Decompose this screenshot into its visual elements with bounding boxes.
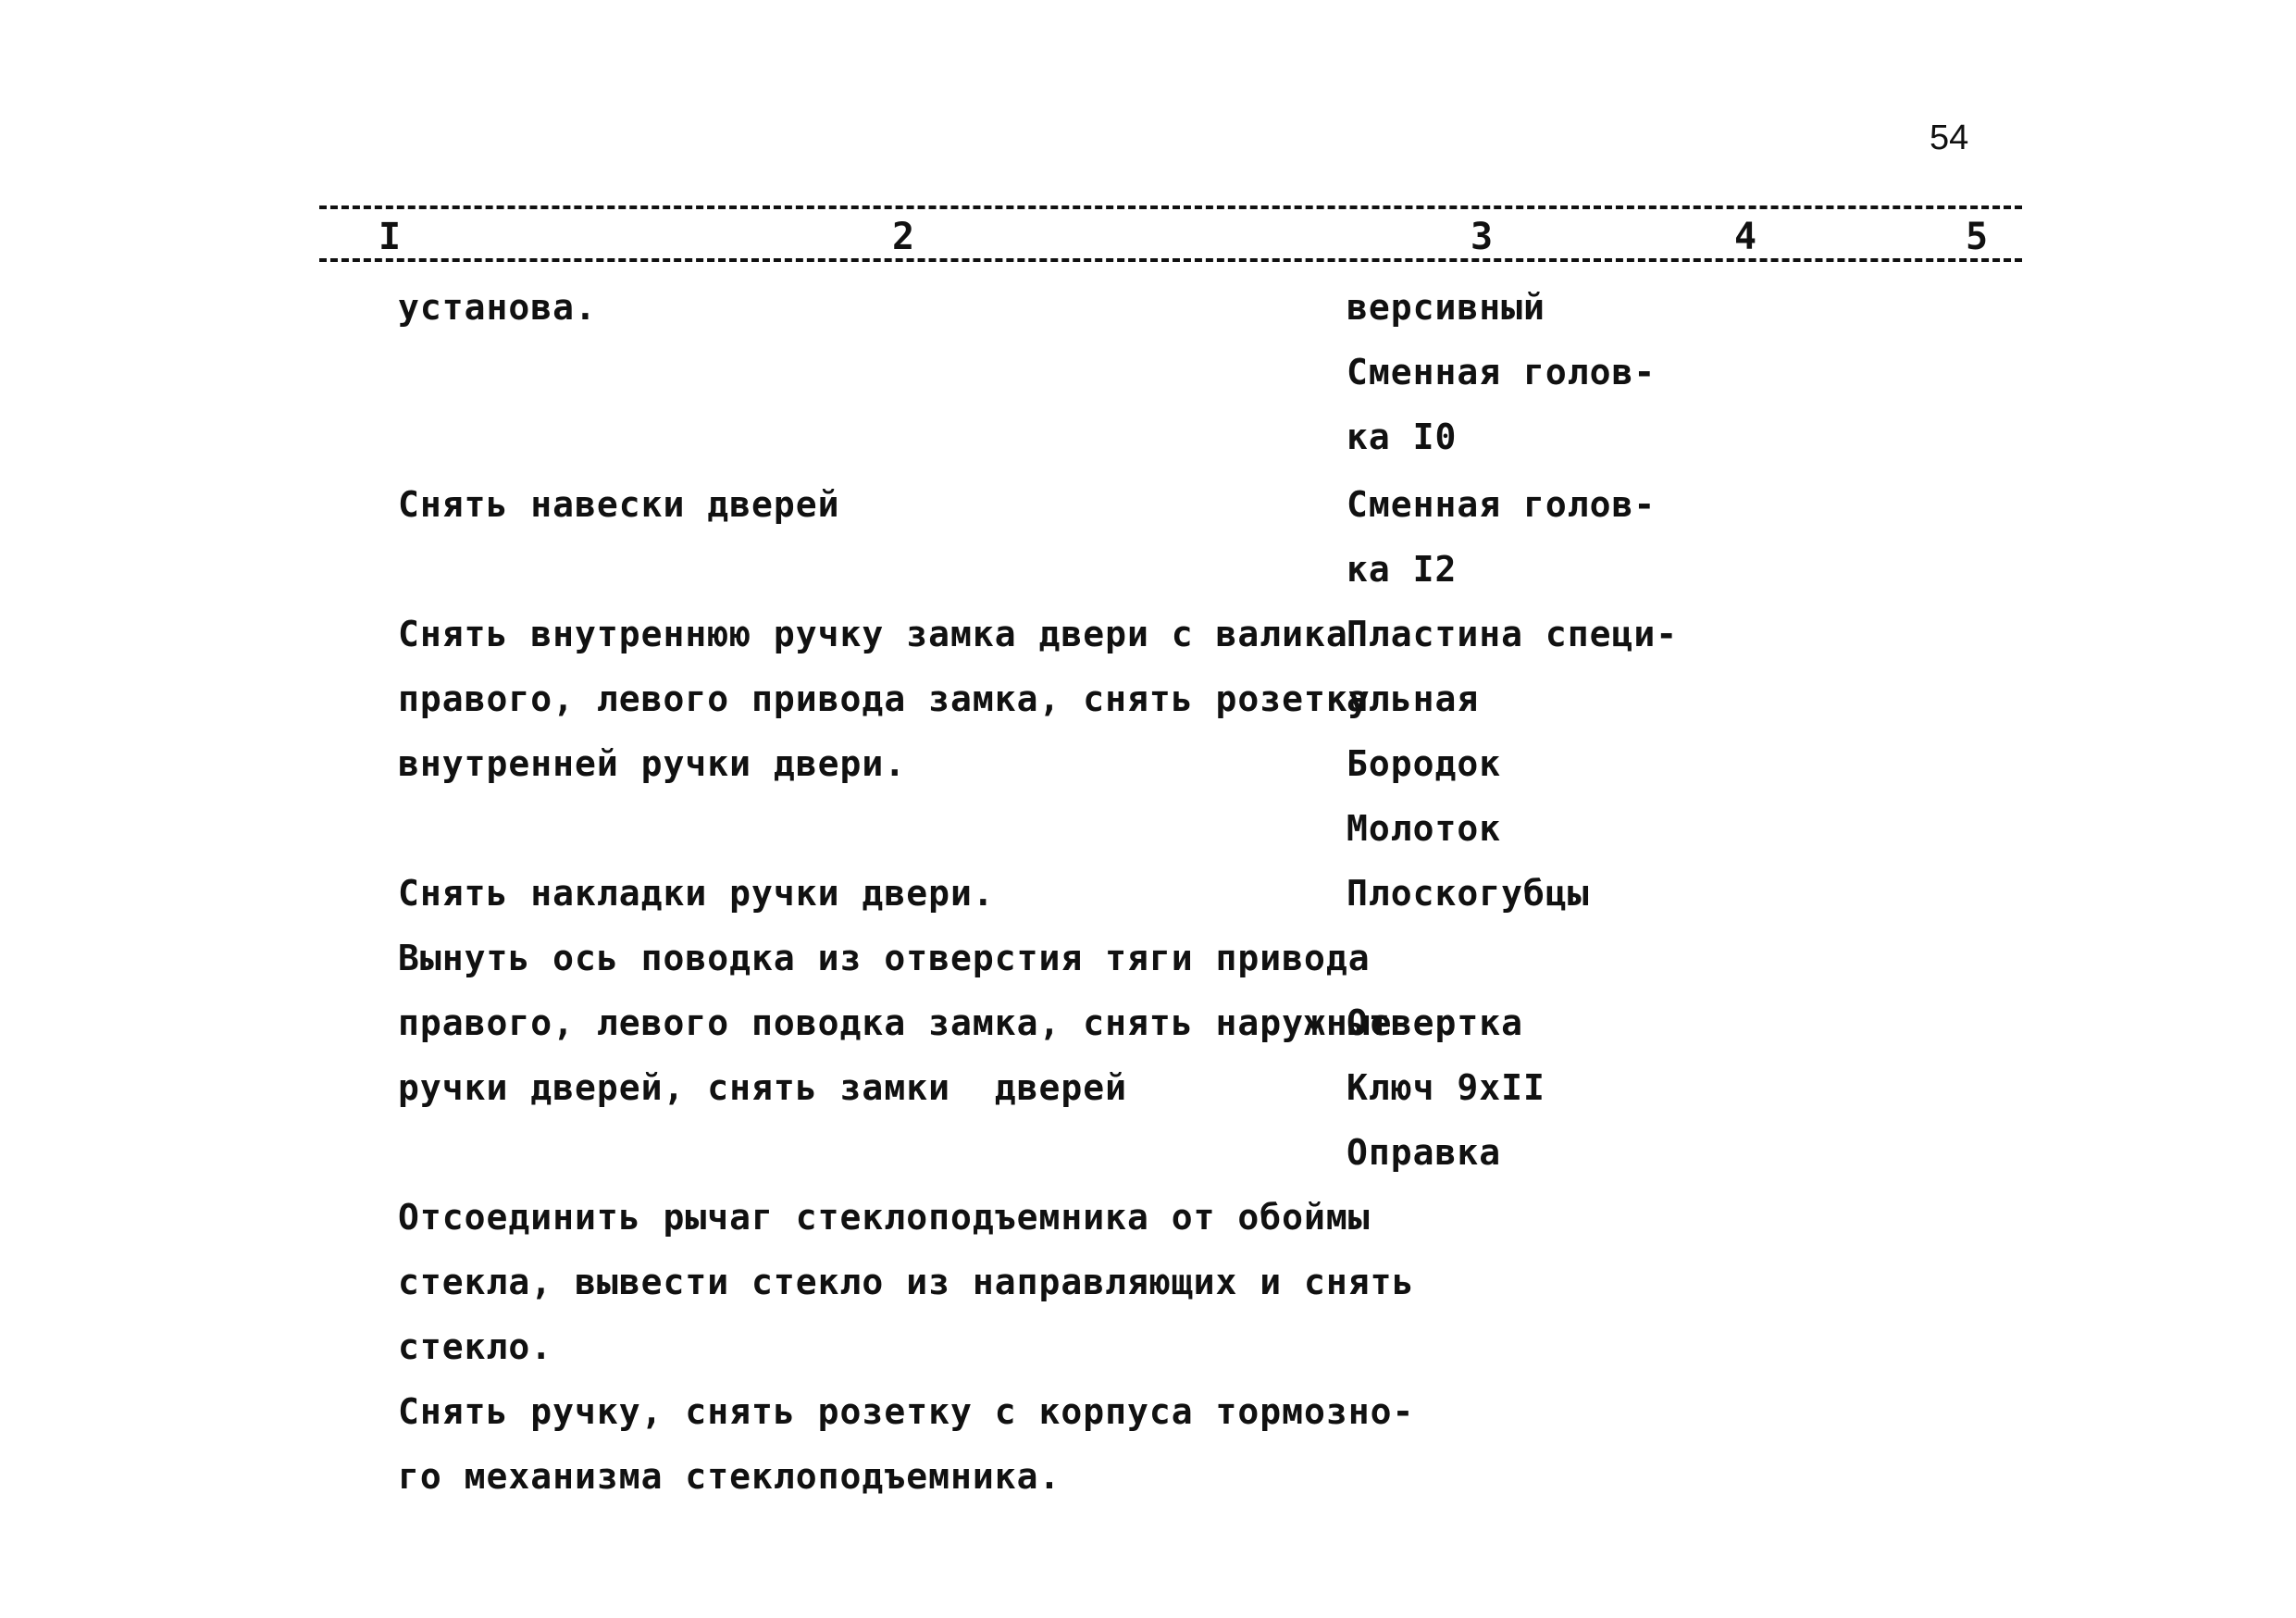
operation-line: го механизма стеклоподъемника. <box>398 1456 1061 1497</box>
operation-line: правого, левого поводка замка, снять наружные <box>398 1002 1393 1043</box>
operation-line: стекла, вывести стекло из направляющих и снять <box>398 1262 1415 1302</box>
operation-line: Отсоединить рычаг стеклоподъемника от обоймы <box>398 1197 1371 1238</box>
operation-line: правого, левого привода замка, снять розетку <box>398 678 1371 719</box>
operation-line: Снять накладки ручки двери. <box>398 873 995 914</box>
operation-line: Вынуть ось поводка из отверстия тяги привода <box>398 938 1371 978</box>
column-number-2: 2 <box>888 216 918 258</box>
operation-line: Снять ручку, снять розетку с корпуса тормозно- <box>398 1391 1415 1432</box>
tool-line: Пластина специ- <box>1347 614 1679 654</box>
tool-line: версивный <box>1347 287 1545 328</box>
tool-line: ка I2 <box>1347 549 1458 590</box>
operation-line: ручки дверей, снять замки дверей <box>398 1067 1127 1108</box>
operation-line: установа. <box>398 287 597 328</box>
operation-line: стекло. <box>398 1326 553 1367</box>
tool-line: Молоток <box>1347 808 1502 849</box>
tool-line: Плоскогубцы <box>1347 873 1590 914</box>
tool-line: ка I0 <box>1347 417 1458 457</box>
tool-line: Сменная голов- <box>1347 352 1657 392</box>
column-number-3: 3 <box>1467 216 1496 258</box>
tool-line: Отвертка <box>1347 1002 1524 1043</box>
tool-line: Ключ 9хII <box>1347 1067 1545 1108</box>
table-header-bottom-rule <box>319 258 2022 262</box>
operation-line: Снять навески дверей <box>398 484 840 525</box>
table-header-top-rule <box>319 205 2022 209</box>
tool-line: Бородок <box>1347 743 1502 784</box>
operation-line: Снять внутреннюю ручку замка двери с валика <box>398 614 1348 654</box>
tool-line: альная <box>1347 678 1480 719</box>
column-number-1: I <box>375 216 404 258</box>
operation-line: внутренней ручки двери. <box>398 743 907 784</box>
column-number-5: 5 <box>1962 216 1992 258</box>
tool-line: Сменная голов- <box>1347 484 1657 525</box>
tool-line: Оправка <box>1347 1132 1502 1173</box>
column-number-4: 4 <box>1731 216 1760 258</box>
page-number: 54 <box>1930 118 1969 157</box>
